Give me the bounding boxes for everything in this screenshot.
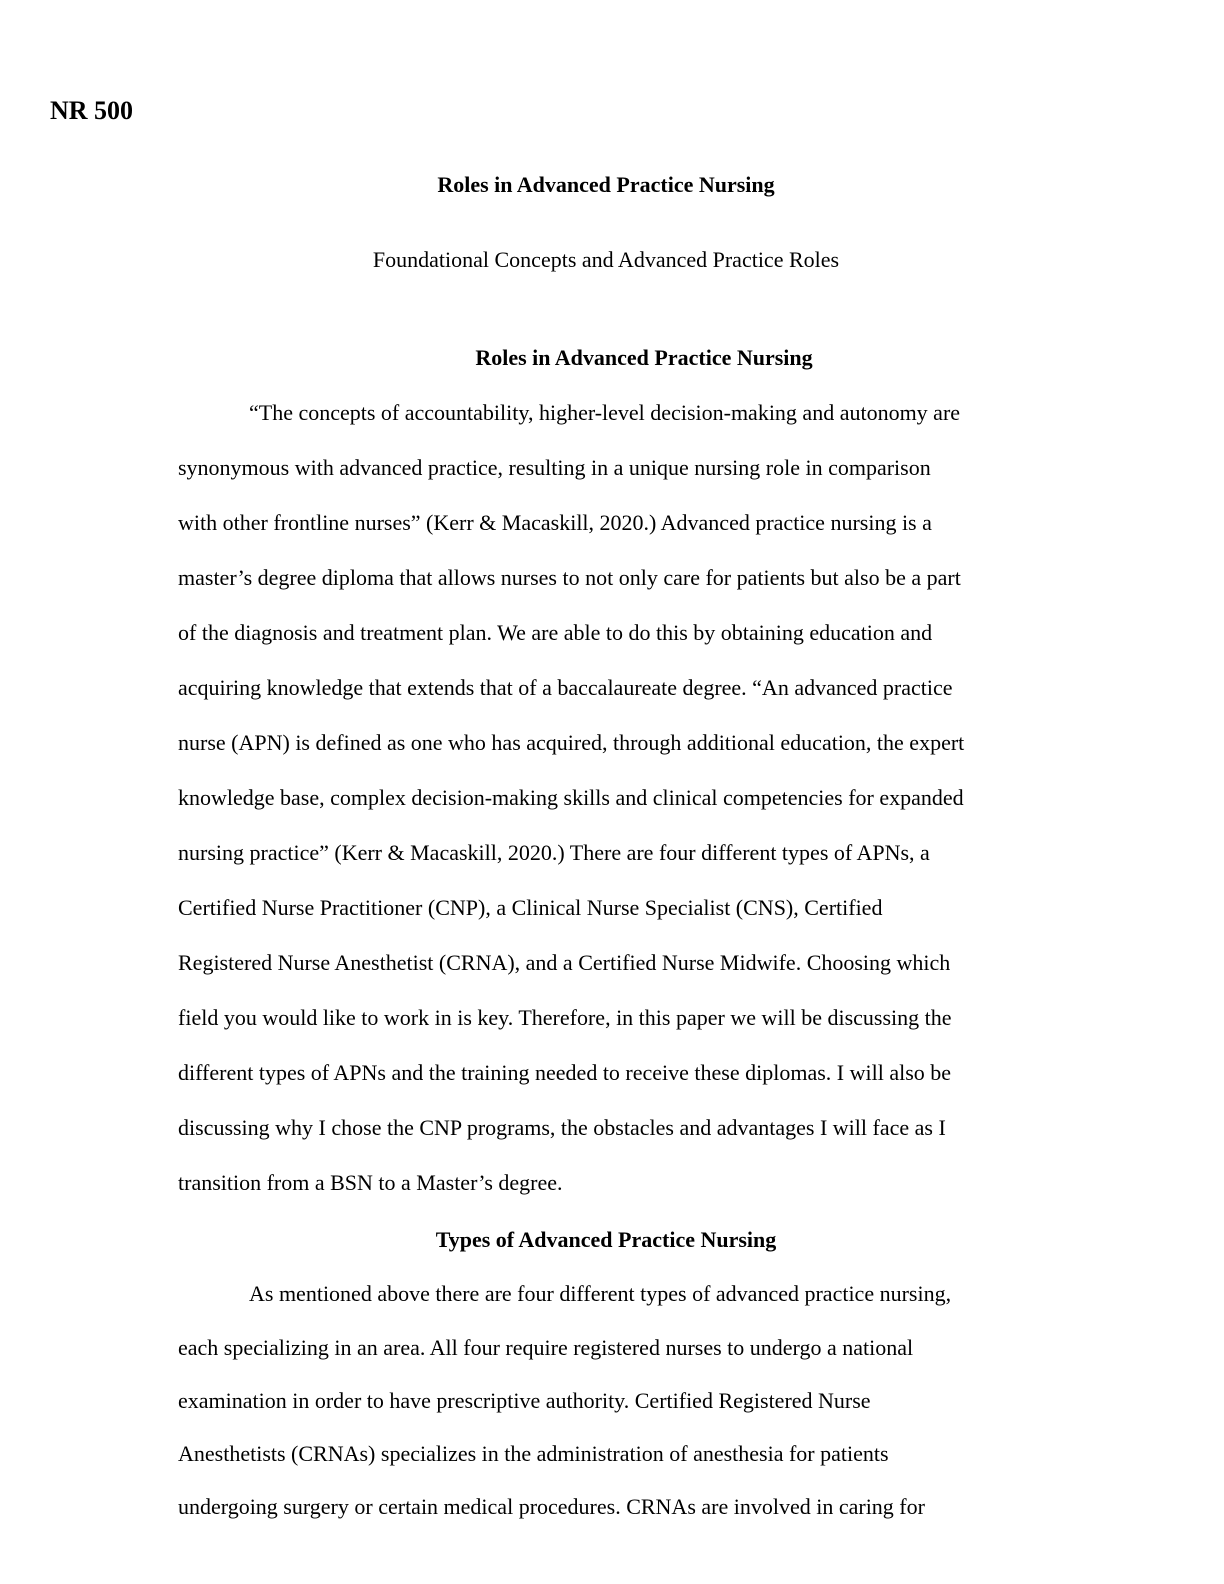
page-title: Roles in Advanced Practice Nursing <box>437 172 775 197</box>
paragraph-line: master’s degree diploma that allows nurses to not only care for patients but also be a part <box>178 565 961 590</box>
paragraph-line: Registered Nurse Anesthetist (CRNA), and a Certified Nurse Midwife. Choosing which <box>178 950 951 975</box>
paragraph-line: undergoing surgery or certain medical procedures. CRNAs are involved in caring for <box>178 1494 925 1519</box>
page-subtitle: Foundational Concepts and Advanced Practice Roles <box>372 247 840 272</box>
paragraph-line: nursing practice” (Kerr & Macaskill, 2020.) There are four different types of APNs, a <box>178 840 930 865</box>
paragraph-line: knowledge base, complex decision-making skills and clinical competencies for expanded <box>178 785 964 810</box>
paragraph-line: Certified Nurse Practitioner (CNP), a Clinical Nurse Specialist (CNS), Certified <box>178 895 883 920</box>
paragraph-line: As mentioned above there are four different types of advanced practice nursing, <box>249 1281 952 1306</box>
course-code: NR 500 <box>50 96 134 125</box>
paragraph-line: of the diagnosis and treatment plan. We are able to do this by obtaining education and <box>178 620 933 645</box>
paragraph-line: discussing why I chose the CNP programs, the obstacles and advantages I will face as I <box>178 1115 946 1140</box>
paragraph-line: transition from a BSN to a Master’s degree. <box>178 1170 563 1195</box>
section-heading-types: Types of Advanced Practice Nursing <box>435 1227 777 1252</box>
paragraph-line: Anesthetists (CRNAs) specializes in the administration of anesthesia for patients <box>178 1441 889 1466</box>
paragraph-line: acquiring knowledge that extends that of a baccalaureate degree. “An advanced practice <box>178 675 953 700</box>
paragraph-line: “The concepts of accountability, higher-level decision-making and autonomy are <box>249 400 961 425</box>
paragraph-line: field you would like to work in is key. Therefore, in this paper we will be discussing the <box>178 1005 952 1030</box>
paragraph-line: examination in order to have prescriptive authority. Certified Registered Nurse <box>178 1388 871 1413</box>
paragraph-line: synonymous with advanced practice, resulting in a unique nursing role in comparison <box>178 455 931 480</box>
paragraph-line: with other frontline nurses” (Kerr & Macaskill, 2020.) Advanced practice nursing is a <box>178 510 932 535</box>
section-heading-roles: Roles in Advanced Practice Nursing <box>475 345 813 370</box>
paragraph-line: each specializing in an area. All four require registered nurses to undergo a national <box>178 1335 914 1360</box>
paragraph-line: nurse (APN) is defined as one who has acquired, through additional education, the expert <box>178 730 965 755</box>
paragraph-line: different types of APNs and the training needed to receive these diplomas. I will also be <box>178 1060 952 1085</box>
